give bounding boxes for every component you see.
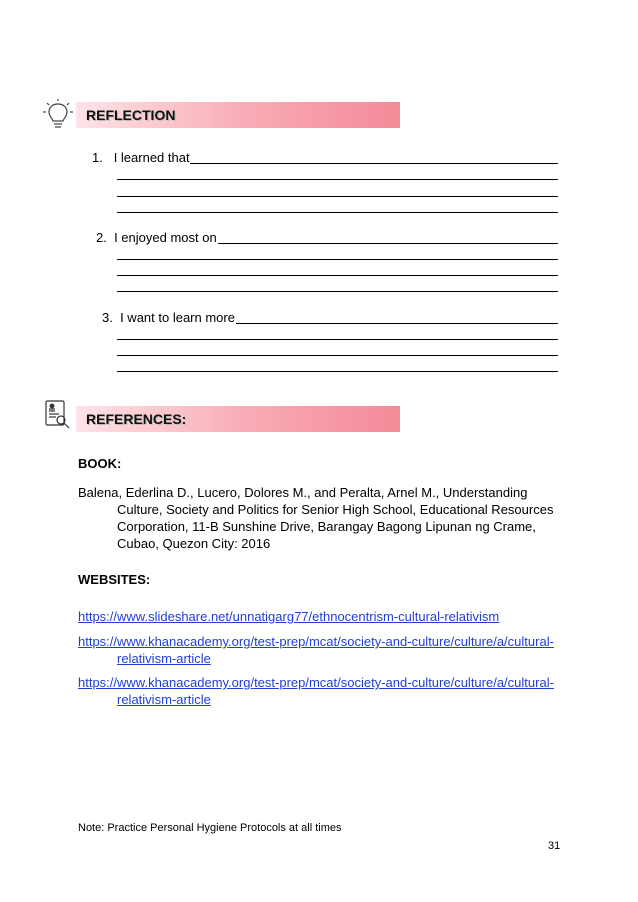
link-line[interactable]: https://www.slideshare.net/unnatigarg77/ethnocentrism-cultural-relativism [78, 609, 500, 624]
reflection-item-1 [92, 150, 190, 166]
website-link-3[interactable] [78, 674, 578, 708]
item-prompt: I learned that [113, 150, 190, 165]
answer-line[interactable] [236, 323, 558, 324]
website-link-1[interactable] [78, 608, 578, 625]
answer-line[interactable] [117, 291, 558, 292]
link-line[interactable]: https://www.khanacademy.org/test-prep/mcat/society-and-culture/culture/a/cultural- [78, 634, 554, 649]
answer-line[interactable] [117, 355, 558, 356]
item-number: 1. [92, 150, 103, 165]
item-number: 3. [102, 310, 113, 325]
reflection-banner: REFLECTION [76, 102, 400, 128]
reflection-item-3 [102, 310, 235, 326]
answer-line[interactable] [218, 243, 558, 244]
answer-line[interactable] [117, 275, 558, 276]
answer-line[interactable] [117, 179, 558, 180]
answer-line[interactable] [190, 163, 558, 164]
link-line[interactable]: relativism-article [117, 692, 211, 707]
references-banner: REFERENCES: [76, 406, 400, 432]
answer-line[interactable] [117, 339, 558, 340]
website-link-2[interactable] [78, 633, 578, 667]
answer-line[interactable] [117, 196, 558, 197]
book-citation [78, 484, 558, 552]
lightbulb-icon [42, 98, 74, 132]
citation-line: Corporation, 11-B Sunshine Drive, Barangay Bagong Lipunan ng Crame, [117, 519, 536, 534]
citation-line: Culture, Society and Politics for Senior High School, Educational Resources [117, 502, 554, 517]
footer-note: Note: Practice Personal Hygiene Protocols at all times [78, 822, 342, 834]
answer-line[interactable] [117, 371, 558, 372]
item-prompt: I want to learn more [120, 310, 235, 325]
item-number: 2. [96, 230, 107, 245]
link-line[interactable]: relativism-article [117, 651, 211, 666]
websites-heading: WEBSITES: [78, 572, 151, 587]
reflection-item-2 [96, 230, 217, 246]
book-heading: BOOK: [78, 456, 122, 471]
citation-line: Cubao, Quezon City: 2016 [117, 536, 271, 551]
citation-line: Balena, Ederlina D., Lucero, Dolores M., and Peralta, Arnel M., Understanding [78, 485, 528, 500]
document-magnifier-icon [44, 400, 72, 430]
answer-line[interactable] [117, 259, 558, 260]
page-number: 31 [548, 840, 561, 852]
item-prompt: I enjoyed most on [114, 230, 217, 245]
link-line[interactable]: https://www.khanacademy.org/test-prep/mcat/society-and-culture/culture/a/cultural- [78, 675, 554, 690]
answer-line[interactable] [117, 212, 558, 213]
